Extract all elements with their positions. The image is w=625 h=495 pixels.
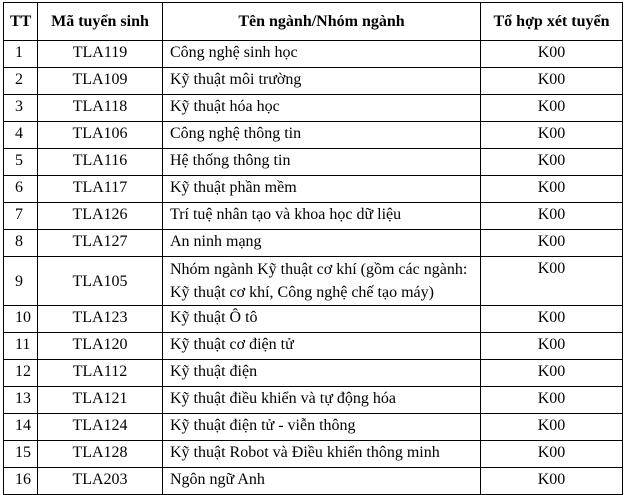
- table-row: [4, 333, 623, 360]
- cell-ten-nganh: Kỹ thuật điện tử - viễn thông: [163, 414, 481, 441]
- cell-tt: 12: [4, 360, 38, 387]
- table-row: [4, 41, 623, 68]
- cell-ma-tuyen-sinh: TLA121: [38, 387, 163, 414]
- table-row: [4, 306, 623, 333]
- cell-to-hop: K00: [481, 441, 623, 468]
- cell-to-hop: K00: [481, 360, 623, 387]
- cell-ma-tuyen-sinh: TLA128: [38, 441, 163, 468]
- header-row: [4, 3, 623, 41]
- cell-ma-tuyen-sinh: TLA124: [38, 414, 163, 441]
- table-row: [4, 441, 623, 468]
- cell-ten-nganh: Kỹ thuật phần mềm: [163, 176, 481, 203]
- cell-ma-tuyen-sinh: TLA203: [38, 468, 163, 495]
- cell-ma-tuyen-sinh: TLA127: [38, 230, 163, 257]
- cell-ten-nganh: Kỹ thuật điều khiển và tự động hóa: [163, 387, 481, 414]
- table-row: [4, 203, 623, 230]
- cell-to-hop: K00: [481, 306, 623, 333]
- cell-tt: 1: [4, 41, 38, 68]
- cell-to-hop: K00: [481, 176, 623, 203]
- table-row: [4, 95, 623, 122]
- cell-to-hop: K00: [481, 333, 623, 360]
- cell-to-hop: K00: [481, 257, 623, 306]
- cell-to-hop: K00: [481, 468, 623, 495]
- cell-ten-nganh: Nhóm ngành Kỹ thuật cơ khí (gồm các ngành: Kỹ thuật cơ khí, Công nghệ chế tạo máy): [163, 257, 481, 306]
- cell-tt: 9: [4, 257, 38, 306]
- cell-ten-nganh: Kỹ thuật điện: [163, 360, 481, 387]
- cell-to-hop: K00: [481, 68, 623, 95]
- cell-to-hop: K00: [481, 41, 623, 68]
- cell-ma-tuyen-sinh: TLA105: [38, 257, 163, 306]
- cell-tt: 5: [4, 149, 38, 176]
- cell-ten-nganh: An ninh mạng: [163, 230, 481, 257]
- cell-ma-tuyen-sinh: TLA123: [38, 306, 163, 333]
- table-row: [4, 257, 623, 306]
- table-row: [4, 122, 623, 149]
- header-to-hop: Tổ hợp xét tuyển: [481, 3, 623, 41]
- cell-tt: 13: [4, 387, 38, 414]
- cell-to-hop: K00: [481, 230, 623, 257]
- cell-ten-nganh: Trí tuệ nhân tạo và khoa học dữ liệu: [163, 203, 481, 230]
- cell-tt: 15: [4, 441, 38, 468]
- cell-ma-tuyen-sinh: TLA117: [38, 176, 163, 203]
- cell-ma-tuyen-sinh: TLA120: [38, 333, 163, 360]
- cell-to-hop: K00: [481, 122, 623, 149]
- cell-to-hop: K00: [481, 414, 623, 441]
- cell-tt: 16: [4, 468, 38, 495]
- table-row: [4, 176, 623, 203]
- cell-ma-tuyen-sinh: TLA109: [38, 68, 163, 95]
- table-row: [4, 149, 623, 176]
- cell-to-hop: K00: [481, 387, 623, 414]
- cell-ten-nganh: Kỹ thuật Ô tô: [163, 306, 481, 333]
- cell-ma-tuyen-sinh: TLA116: [38, 149, 163, 176]
- table-row: [4, 387, 623, 414]
- cell-tt: 2: [4, 68, 38, 95]
- cell-ten-nganh: Kỹ thuật Robot và Điều khiển thông minh: [163, 441, 481, 468]
- cell-to-hop: K00: [481, 149, 623, 176]
- cell-tt: 8: [4, 230, 38, 257]
- header-tt: TT: [4, 3, 38, 41]
- header-ten-nganh: Tên ngành/Nhóm ngành: [163, 3, 481, 41]
- cell-ten-nganh: Ngôn ngữ Anh: [163, 468, 481, 495]
- table-row: [4, 414, 623, 441]
- cell-ten-nganh: Kỹ thuật môi trường: [163, 68, 481, 95]
- cell-to-hop: K00: [481, 95, 623, 122]
- cell-tt: 11: [4, 333, 38, 360]
- cell-ten-nganh: Kỹ thuật hóa học: [163, 95, 481, 122]
- table-body: [4, 41, 623, 495]
- cell-ma-tuyen-sinh: TLA118: [38, 95, 163, 122]
- table-row: [4, 360, 623, 387]
- table-row: [4, 468, 623, 495]
- cell-tt: 14: [4, 414, 38, 441]
- cell-ma-tuyen-sinh: TLA126: [38, 203, 163, 230]
- cell-ten-nganh: Hệ thống thông tin: [163, 149, 481, 176]
- cell-ma-tuyen-sinh: TLA119: [38, 41, 163, 68]
- cell-tt: 3: [4, 95, 38, 122]
- cell-to-hop: K00: [481, 203, 623, 230]
- cell-tt: 4: [4, 122, 38, 149]
- table-row: [4, 230, 623, 257]
- cell-tt: 10: [4, 306, 38, 333]
- cell-ma-tuyen-sinh: TLA106: [38, 122, 163, 149]
- cell-ma-tuyen-sinh: TLA112: [38, 360, 163, 387]
- cell-ten-nganh: Công nghệ thông tin: [163, 122, 481, 149]
- header-ma-tuyen-sinh: Mã tuyển sinh: [38, 3, 163, 41]
- admissions-table: [3, 2, 623, 495]
- cell-tt: 6: [4, 176, 38, 203]
- cell-ten-nganh: Kỹ thuật cơ điện tử: [163, 333, 481, 360]
- table-row: [4, 68, 623, 95]
- cell-ten-nganh: Công nghệ sinh học: [163, 41, 481, 68]
- cell-tt: 7: [4, 203, 38, 230]
